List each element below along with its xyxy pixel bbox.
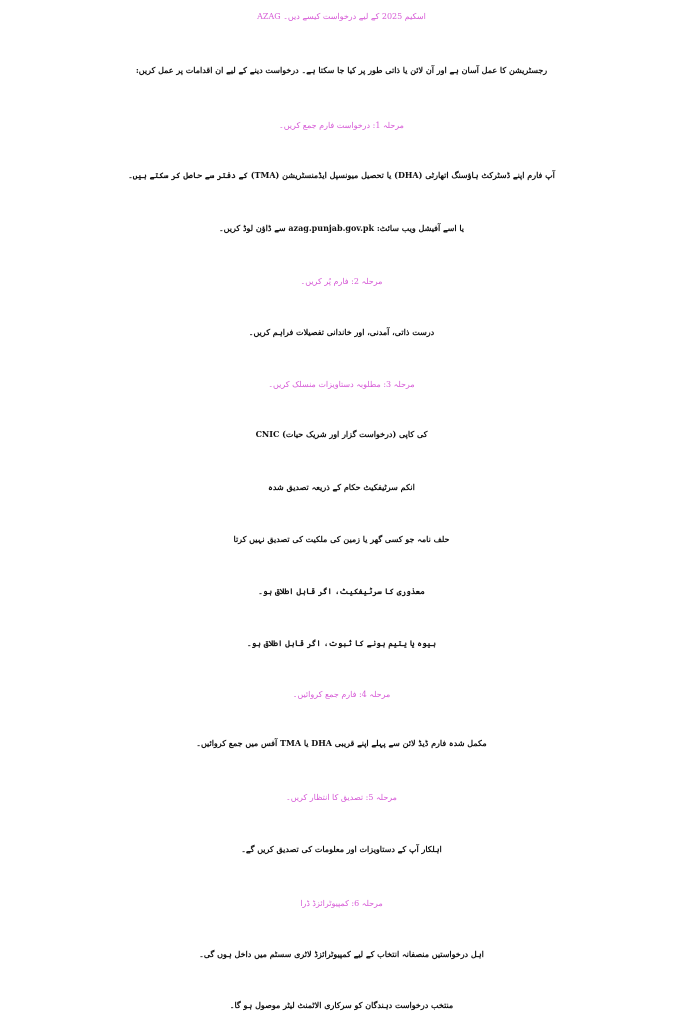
- step-3-line-4: معذوری کا سرٹیفکیٹ، اگر قابل اطلاق ہو۔: [258, 586, 425, 596]
- step-1-line-2: یا اسے آفیشل ویب سائٹ: azag.punjab.gov.pk سے ڈاؤن لوڈ کریں۔: [218, 223, 465, 233]
- step-2-line-1: درست ذاتی، آمدنی، اور خاندانی تفصیلات فراہم کریں۔: [248, 327, 435, 337]
- step-6-line-1: اہل درخواستیں منصفانہ انتخاب کے لیے کمپیوٹرائزڈ لاٹری سسٹم میں داخل ہوں گی۔: [199, 949, 484, 959]
- step-5-heading: مرحلہ 5: تصدیق کا انتظار کریں۔: [286, 793, 397, 802]
- step-3-line-5: بیوہ یا یتیم ہونے کا ثبوت، اگر قابل اطلاق ہو۔: [246, 638, 437, 648]
- page-title: AZAG اسکیم 2025 کے لیے درخواست کیسے دیں۔: [257, 12, 426, 21]
- step-3-line-3: حلف نامہ جو کسی گھر یا زمین کی ملکیت کی تصدیق نہیں کرتا: [233, 534, 450, 544]
- step-4-heading: مرحلہ 4: فارم جمع کروائیں۔: [292, 690, 391, 699]
- step-5-line-1: اہلکار آپ کے دستاویزات اور معلومات کی تصدیق کریں گے۔: [241, 844, 442, 854]
- intro-text: رجسٹریشن کا عمل آسان ہے اور آن لائن یا ذاتی طور پر کیا جا سکتا ہے۔ درخواست دینے کے لیے ان اقدامات پر عمل کریں:: [135, 65, 548, 75]
- step-3-line-2: انکم سرٹیفکیٹ حکام کے ذریعہ تصدیق شدہ: [268, 482, 415, 492]
- step-2-heading: مرحلہ 2: فارم پُر کریں۔: [300, 277, 383, 286]
- step-4-line-1: مکمل شدہ فارم ڈیڈ لائن سے پہلے اپنے قریبی DHA یا TMA آفس میں جمع کروائیں۔: [196, 738, 487, 748]
- step-1-heading: مرحلہ 1: درخواست فارم جمع کریں۔: [279, 121, 404, 130]
- step-1-line-1: آپ فارم اپنے ڈسٹرکٹ ہاؤسنگ اتھارٹی (DHA) یا تحصیل میونسپل ایڈمنسٹریشن (TMA) کے دفتر سے حاصل کر سکتے ہیں۔: [128, 170, 555, 180]
- step-6-heading: مرحلہ 6: کمپیوٹرائزڈ ڈرا: [300, 899, 383, 908]
- step-6-line-2: منتخب درخواست دہندگان کو سرکاری الاٹمنٹ لیٹر موصول ہو گا۔: [229, 1000, 454, 1010]
- step-3-line-1: CNIC کی کاپی (درخواست گزار اور شریک حیات): [255, 429, 428, 439]
- step-3-heading: مرحلہ 3: مطلوبہ دستاویزات منسلک کریں۔: [268, 380, 415, 389]
